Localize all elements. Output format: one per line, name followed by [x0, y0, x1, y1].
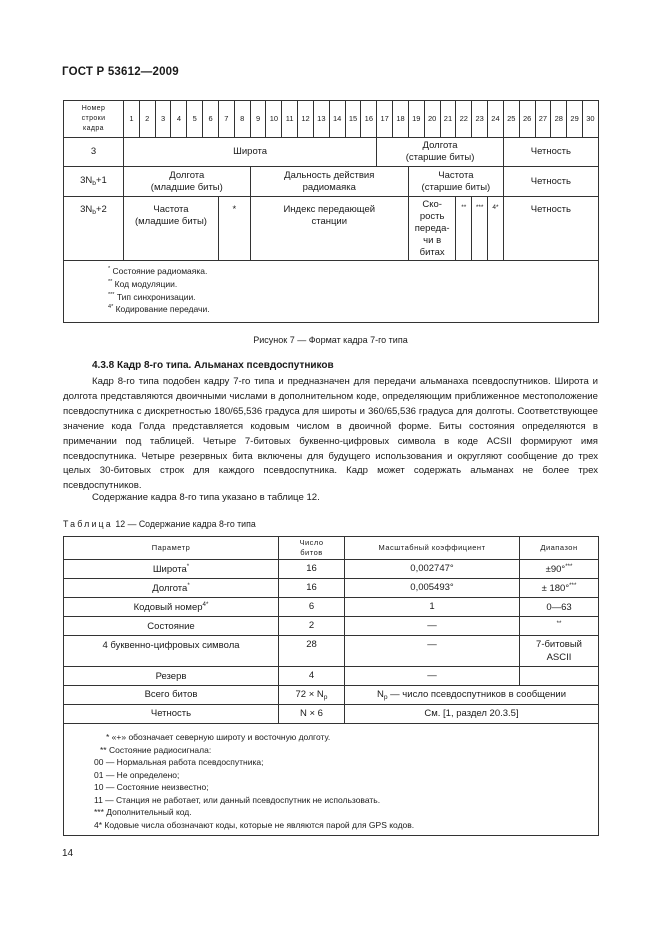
bit-number: 26	[519, 101, 535, 138]
bits-cell: 6	[279, 598, 345, 617]
parity-field: Четность	[503, 138, 598, 167]
range-cell: **	[520, 617, 599, 636]
scale-cell: 1	[345, 598, 520, 617]
bit-number: 25	[503, 101, 519, 138]
scale-header: Масштабный коэффициент	[345, 537, 520, 560]
bit-number: 10	[266, 101, 282, 138]
body-paragraph-2: Содержание кадра 8-го типа указано в таблице 12.	[92, 492, 320, 503]
total-bits: $72 \times N_p$	[279, 686, 345, 705]
document-header: ГОСТ Р 53612—2009	[62, 66, 179, 78]
longitude-low-field: Долгота (младшие биты)	[124, 167, 251, 197]
bit-number: 1	[124, 101, 140, 138]
bit-number: 4	[171, 101, 187, 138]
parity-bits: N × 6	[279, 705, 345, 724]
table-row	[64, 636, 599, 667]
table-row	[64, 667, 599, 686]
body-paragraph: Кадр 8-го типа подобен кадру 7-го типа и предназначен для передачи альманаха псевдоспутников. Широта и долгота представляются двоичными числами в дополнительном коде, определяющим приближенное местоположение псевдоспутника с дискретностью 180/65,536 градуса для широты и 360/65,536 градуса для долготы. Соответствующее значение кода Голда представляется кодовым числом в двоичной форме. Биты состояния определяются в примечании под таблицей. Четыре 7-битовых буквенно-цифровых символа в коде ACSII формируют имя псевдоспутника. Четыре резервных бита включены для будущего использования и округляют сообщение до трех целых 30-битовых строк для каждого псевдоспутника. Кадр может содержать альманах не более трех псевдоспутников.	[63, 376, 598, 492]
figure-note: * Состояние радиомаяка.	[108, 266, 208, 276]
parity-reference: См. [1, раздел 20.3.5]	[345, 705, 599, 724]
bit-number: 20	[424, 101, 440, 138]
param-cell: Кодовый номер$^{4*}$	[64, 598, 279, 617]
page-number: 14	[62, 848, 74, 859]
bit-number: 24	[488, 101, 504, 138]
table-total-row	[64, 686, 599, 705]
latitude-field: Широта	[124, 138, 377, 167]
range-cell: ±90°***	[520, 560, 599, 579]
bit-number: 30	[583, 101, 599, 138]
table-note: *** Дополнительный код.	[94, 807, 192, 818]
row-label: $3N_b+2$	[64, 197, 124, 261]
figure-note: $^{4*}$ Кодирование передачи.	[108, 304, 210, 315]
bit-rate-field: Ско- рость переда- чи в битах	[408, 197, 455, 261]
frequency-high-field: Частота (старшие биты)	[408, 167, 503, 197]
total-label: Всего битов	[64, 686, 279, 705]
modulation-code-field: **	[456, 197, 472, 261]
bits-cell: 4	[279, 667, 345, 686]
frame-row-3	[64, 138, 599, 167]
row-label: $3N_b+1$	[64, 167, 124, 197]
bits-cell: 16	[279, 579, 345, 598]
almanac-table	[63, 536, 599, 836]
param-cell: Долгота*	[64, 579, 279, 598]
range-header: Диапазон	[520, 537, 599, 560]
bit-number: 18	[393, 101, 409, 138]
bit-number: 3	[155, 101, 171, 138]
bit-number: 15	[345, 101, 361, 138]
scale-cell: 0,002747°	[345, 560, 520, 579]
frequency-low-field: Частота (младшие биты)	[124, 197, 219, 261]
figure-notes	[64, 261, 599, 323]
bit-number: 8	[234, 101, 250, 138]
bit-number: 21	[440, 101, 456, 138]
row-label: 3	[64, 138, 124, 167]
figure-caption: Рисунок 7 — Формат кадра 7-го типа	[253, 335, 408, 345]
table-note: 4* Кодовые числа обозначают коды, которые не являются парой для GPS кодов.	[94, 820, 415, 831]
transmission-coding-field: 4*	[488, 197, 504, 261]
range-cell: 7-битовый ASCII	[520, 636, 599, 667]
total-description: $N_p$ — число псевдоспутников в сообщении	[345, 686, 599, 705]
table-note: ** Состояние радиосигнала:	[100, 744, 212, 755]
param-cell: Состояние	[64, 617, 279, 636]
parity-label: Четность	[64, 705, 279, 724]
bit-number: 17	[377, 101, 393, 138]
scale-cell: —	[345, 617, 520, 636]
table-row	[64, 617, 599, 636]
bit-number: 6	[203, 101, 219, 138]
sync-type-field: ***	[472, 197, 488, 261]
figure-notes-row	[64, 261, 599, 323]
table-note: 00 — Нормальная работа псевдоспутника;	[94, 757, 264, 768]
scale-cell: 0,005493°	[345, 579, 520, 598]
bits-cell: 16	[279, 560, 345, 579]
table-note: 10 — Состояние неизвестно;	[94, 782, 209, 793]
bit-number: 9	[250, 101, 266, 138]
table-notes	[64, 724, 599, 836]
bit-number: 13	[313, 101, 329, 138]
bit-number: 5	[187, 101, 203, 138]
table-header-row	[64, 537, 599, 560]
station-index-field: Индекс передающей станции	[250, 197, 408, 261]
frame-row-3nb-2	[64, 197, 599, 261]
table-row	[64, 579, 599, 598]
bit-number: 12	[298, 101, 314, 138]
param-cell: 4 буквенно-цифровых символа	[64, 636, 279, 667]
param-cell: Резерв	[64, 667, 279, 686]
beacon-range-field: Дальность действия радиомаяка	[250, 167, 408, 197]
bits-cell: 2	[279, 617, 345, 636]
table-row	[64, 560, 599, 579]
bit-number-row	[64, 101, 599, 138]
section-title: 4.3.8 Кадр 8-го типа. Альманах псевдоспутников	[92, 360, 334, 371]
bit-number: 28	[551, 101, 567, 138]
range-cell: ± 180°***	[520, 579, 599, 598]
scale-cell: —	[345, 636, 520, 667]
table-note: 11 — Станция не работает, или данный псевдоспутник не использовать.	[94, 794, 381, 805]
bit-number: 16	[361, 101, 377, 138]
range-cell	[520, 667, 599, 686]
bit-number: 7	[218, 101, 234, 138]
bit-number: 2	[139, 101, 155, 138]
bit-number: 27	[535, 101, 551, 138]
bit-number: 29	[567, 101, 583, 138]
beacon-status-field: *	[218, 197, 250, 261]
bit-number: 11	[282, 101, 298, 138]
param-header: Параметр	[64, 537, 279, 560]
frame-row-3nb-1	[64, 167, 599, 197]
scale-cell: —	[345, 667, 520, 686]
figure-note: ** Код модуляции.	[108, 278, 178, 289]
range-cell: 0—63	[520, 598, 599, 617]
table-caption: Таблица 12 — Содержание кадра 8-го типа	[63, 519, 256, 529]
longitude-high-field: Долгота (старшие биты)	[377, 138, 504, 167]
bit-number: 23	[472, 101, 488, 138]
row-number-header: Номер строки кадра	[64, 101, 124, 138]
parity-field: Четность	[503, 197, 598, 261]
figure-note: *** Тип синхронизации.	[108, 291, 196, 302]
table-notes-row	[64, 724, 599, 836]
bit-number: 14	[329, 101, 345, 138]
table-note: * «+» обозначает северную широту и восточную долготу.	[106, 732, 331, 742]
bits-cell: 28	[279, 636, 345, 667]
bit-number: 22	[456, 101, 472, 138]
frame-format-figure	[63, 100, 599, 323]
table-row	[64, 598, 599, 617]
table-note: 01 — Не определено;	[94, 769, 180, 780]
table-parity-row	[64, 705, 599, 724]
bit-number: 19	[408, 101, 424, 138]
bits-header: Число битов	[279, 537, 345, 560]
param-cell: Широта*	[64, 560, 279, 579]
parity-field: Четность	[503, 167, 598, 197]
